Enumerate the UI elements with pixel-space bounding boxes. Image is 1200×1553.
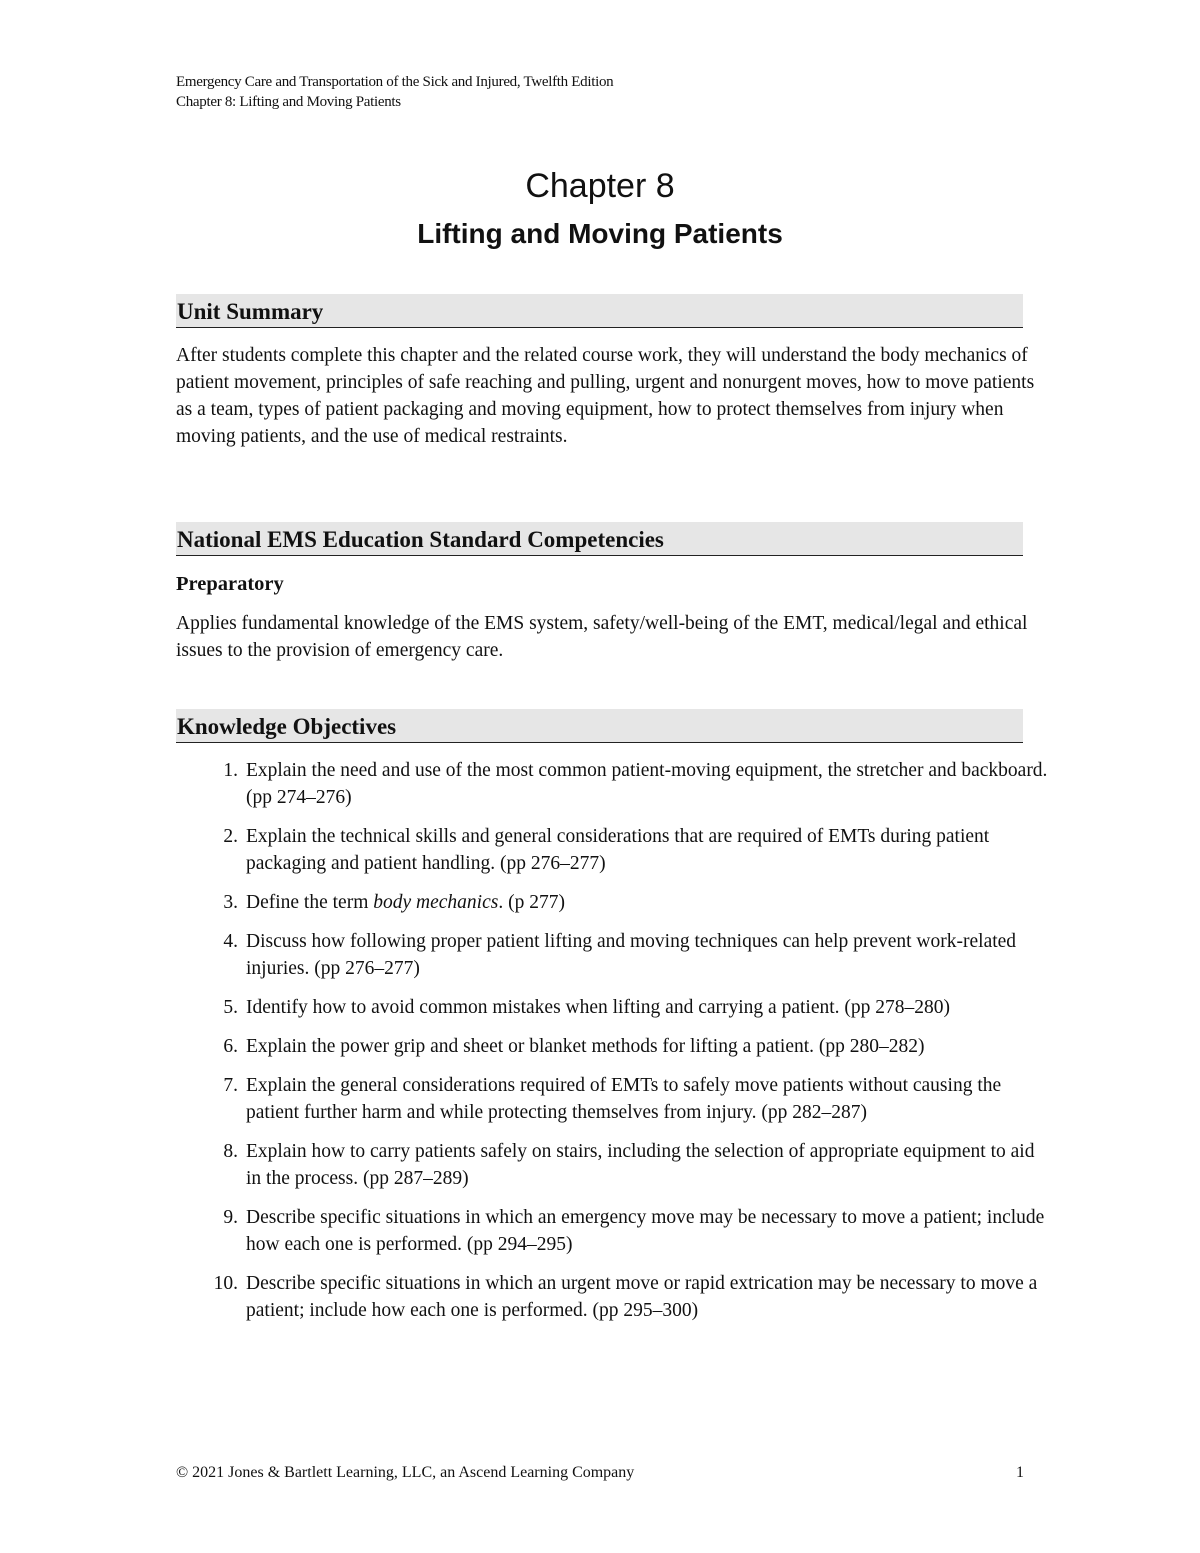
objective-term: body mechanics bbox=[373, 892, 499, 913]
objective-item bbox=[176, 1138, 1056, 1192]
objective-number: 6. bbox=[223, 1036, 238, 1057]
chapter-line: Chapter 8: Lifting and Moving Patients bbox=[176, 94, 401, 110]
objective-text: Explain the general considerations required of EMTs to safely move patients without causing the patient further harm and while protecting themselves from injury. (pp 282–287) bbox=[246, 1075, 1002, 1123]
objective-text: Discuss how following proper patient lifting and moving techniques can help prevent work-related injuries. (pp 276–277) bbox=[246, 931, 1017, 979]
objective-text: Explain the technical skills and general considerations that are required of EMTs during patient packaging and patient handling. (pp 276–277) bbox=[246, 826, 990, 874]
page-footer bbox=[176, 1462, 1024, 1484]
objective-number: 10. bbox=[213, 1273, 238, 1294]
objective-item bbox=[176, 1072, 1056, 1126]
objective-number: 1. bbox=[223, 760, 238, 781]
knowledge-objectives-list bbox=[176, 757, 1056, 1336]
objective-text: Describe specific situations in which an emergency move may be necessary to move a patient; include how each one is performed. (pp 294–295) bbox=[246, 1207, 1045, 1255]
objective-text bbox=[246, 889, 1056, 916]
objective-text: Explain the power grip and sheet or blanket methods for lifting a patient. (pp 280–282) bbox=[246, 1036, 925, 1057]
page-number: 1 bbox=[1016, 1464, 1024, 1481]
objective-text: Explain how to carry patients safely on stairs, including the selection of appropriate equipment to aid in the process. (pp 287–289) bbox=[246, 1141, 1035, 1189]
objective-text: Identify how to avoid common mistakes when lifting and carrying a patient. (pp 278–280) bbox=[246, 997, 951, 1018]
unit-summary-heading: Unit Summary bbox=[176, 294, 1023, 328]
objective-number: 7. bbox=[223, 1075, 238, 1096]
objective-number: 2. bbox=[223, 826, 238, 847]
objective-number: 8. bbox=[223, 1141, 238, 1162]
chapter-subtitle: Lifting and Moving Patients bbox=[417, 218, 783, 249]
objective-item bbox=[176, 1204, 1056, 1258]
objective-item bbox=[176, 1270, 1056, 1324]
objective-number: 5. bbox=[223, 997, 238, 1018]
objective-item bbox=[176, 823, 1056, 877]
objective-item bbox=[176, 928, 1056, 982]
preparatory-text: Applies fundamental knowledge of the EMS system, safety/well-being of the EMT, medical/legal and ethical issues to the provision of emergency care. bbox=[176, 613, 1028, 661]
objective-text-before: Define the term bbox=[246, 892, 374, 913]
chapter-title: Chapter 8 bbox=[525, 167, 675, 205]
title-block bbox=[0, 164, 1200, 252]
copyright-notice: © 2021 Jones & Bartlett Learning, LLC, an Ascend Learning Company bbox=[176, 1464, 635, 1481]
objective-item bbox=[176, 994, 1056, 1021]
unit-summary-text: After students complete this chapter and the related course work, they will understand the body mechanics of patient movement, principles of safe reaching and pulling, urgent and nonurgent moves, how to move patients as a team, types of patient packaging and moving equipment, how to protect themselves from injury when moving patients, and the use of medical restraints. bbox=[176, 345, 1035, 447]
objective-number: 3. bbox=[223, 892, 238, 913]
knowledge-objectives-heading: Knowledge Objectives bbox=[176, 709, 1023, 743]
objective-text-after: . (p 277) bbox=[498, 892, 565, 913]
objective-text: Explain the need and use of the most common patient-moving equipment, the stretcher and backboard. (pp 274–276) bbox=[246, 760, 1048, 808]
running-header bbox=[176, 72, 613, 112]
book-title: Emergency Care and Transportation of the Sick and Injured, Twelfth Edition bbox=[176, 74, 614, 90]
objective-number: 9. bbox=[223, 1207, 238, 1228]
objective-item bbox=[176, 757, 1056, 811]
objective-item bbox=[176, 889, 1056, 916]
preparatory-subheading: Preparatory bbox=[176, 573, 284, 595]
competencies-heading: National EMS Education Standard Competencies bbox=[176, 522, 1023, 556]
objective-item bbox=[176, 1033, 1056, 1060]
objective-text: Describe specific situations in which an urgent move or rapid extrication may be necessary to move a patient; include how each one is performed. (pp 295–300) bbox=[246, 1273, 1038, 1321]
objective-number: 4. bbox=[223, 931, 238, 952]
